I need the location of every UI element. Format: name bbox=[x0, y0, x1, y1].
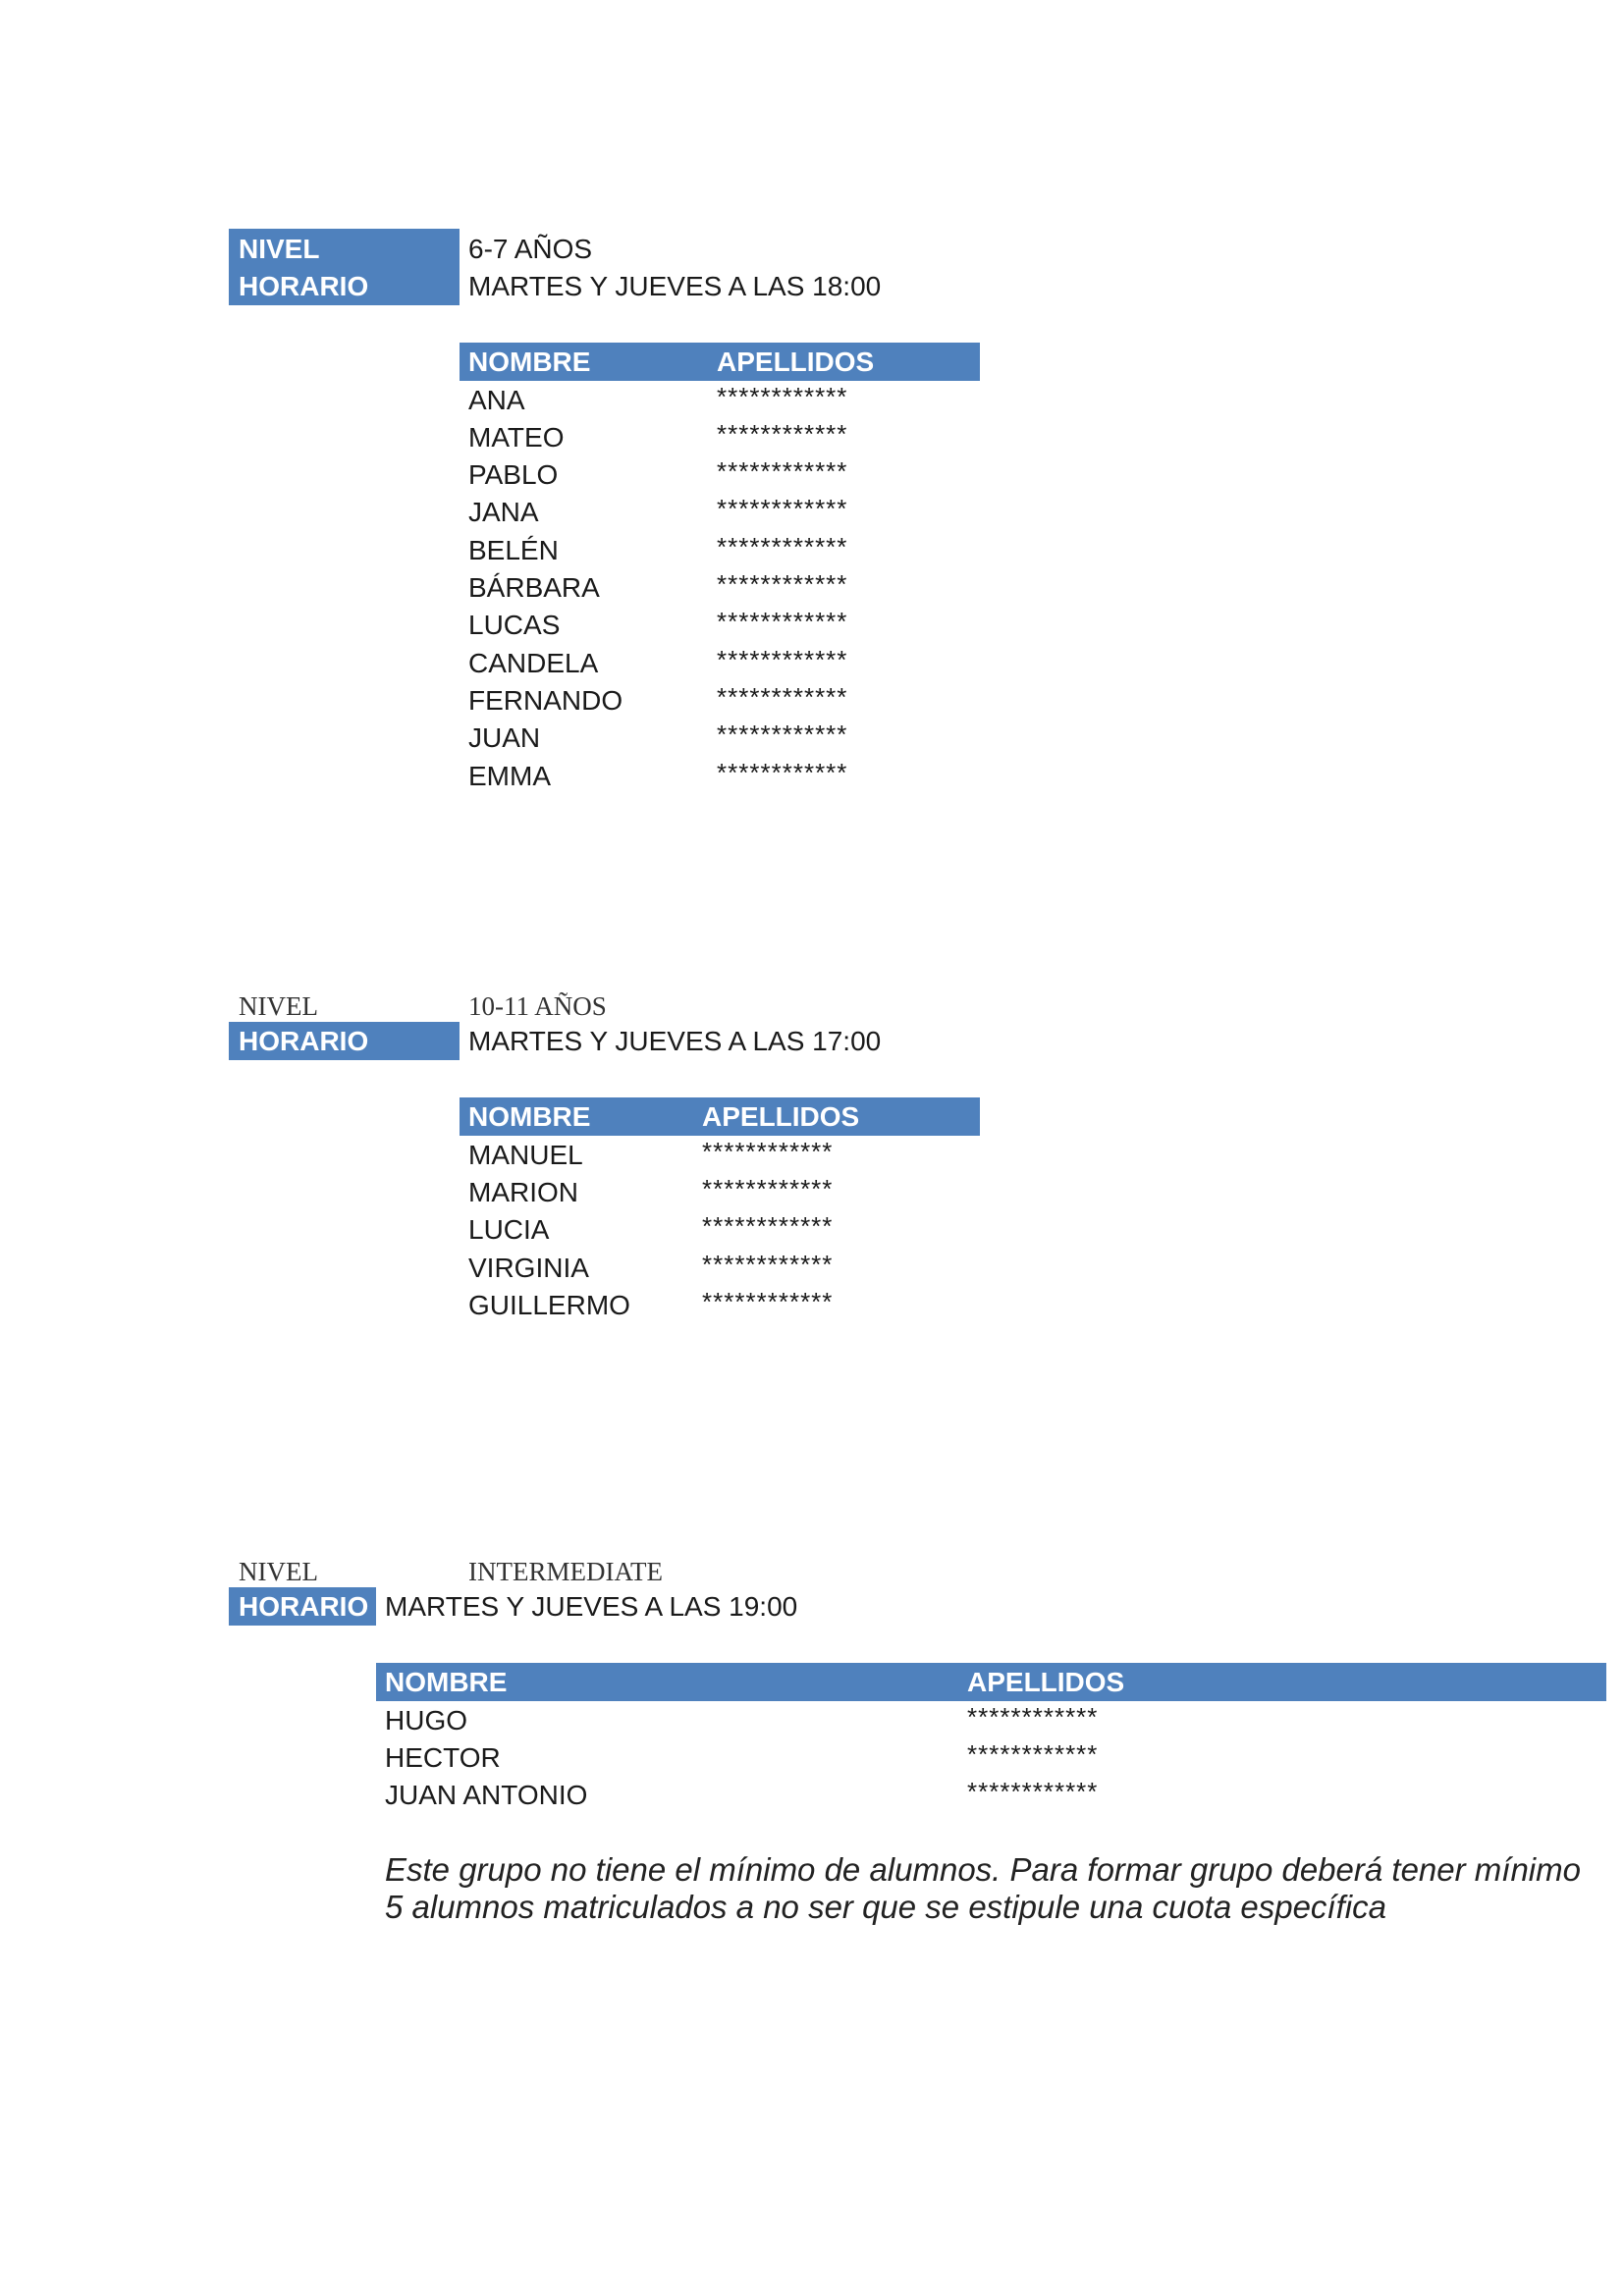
table-row-surname: ************ bbox=[717, 419, 848, 449]
table-row-surname: ************ bbox=[967, 1702, 1099, 1732]
table-row-surname: ************ bbox=[702, 1211, 834, 1241]
group-1-horario-value: MARTES Y JUEVES A LAS 18:00 bbox=[468, 271, 882, 301]
table-row-name: JANA bbox=[468, 497, 539, 527]
table-row-name: BELÉN bbox=[468, 535, 559, 565]
table-row-surname: ************ bbox=[967, 1739, 1099, 1769]
group-3-horario-value: MARTES Y JUEVES A LAS 19:00 bbox=[385, 1591, 798, 1622]
group-3-nivel-label: NIVEL bbox=[239, 1557, 318, 1586]
table-row-name: ANA bbox=[468, 385, 525, 415]
table-row-name: LUCAS bbox=[468, 610, 561, 640]
table-row-name: MATEO bbox=[468, 422, 565, 453]
table-row-name: JUAN ANTONIO bbox=[385, 1780, 588, 1810]
table-row-name: VIRGINIA bbox=[468, 1253, 589, 1283]
table-row-surname: ************ bbox=[967, 1777, 1099, 1806]
table-row-surname: ************ bbox=[702, 1137, 834, 1166]
table-row-name: CANDELA bbox=[468, 648, 599, 678]
table-row-surname: ************ bbox=[717, 382, 848, 411]
table-row-surname: ************ bbox=[717, 456, 848, 486]
group-2-nivel-label: NIVEL bbox=[239, 991, 318, 1021]
group-3-note-line-1: Este grupo no tiene el mínimo de alumnos. Para formar grupo deberá tener mínimo bbox=[385, 1851, 1581, 1888]
table-row-name: LUCIA bbox=[468, 1214, 550, 1245]
group-3-note-line-2: 5 alumnos matriculados a no ser que se estipule una cuota específica bbox=[385, 1889, 1386, 1925]
table-row-name: EMMA bbox=[468, 761, 551, 791]
table-row-name: GUILLERMO bbox=[468, 1290, 630, 1320]
group-2-horario-label: HORARIO bbox=[239, 1026, 369, 1056]
table-row-surname: ************ bbox=[717, 532, 848, 561]
group-3-horario-label: HORARIO bbox=[239, 1591, 369, 1622]
table-row-name: PABLO bbox=[468, 459, 559, 490]
group-3-col-nombre: NOMBRE bbox=[385, 1667, 508, 1697]
group-2-nivel-value: 10-11 AÑOS bbox=[468, 991, 607, 1021]
table-row-surname: ************ bbox=[717, 720, 848, 749]
group-3-nivel-value: INTERMEDIATE bbox=[468, 1557, 663, 1586]
table-row-name: JUAN bbox=[468, 722, 541, 753]
group-3-col-apellidos: APELLIDOS bbox=[967, 1667, 1125, 1697]
group-2-horario-value: MARTES Y JUEVES A LAS 17:00 bbox=[468, 1026, 882, 1056]
table-row-name: HECTOR bbox=[385, 1742, 501, 1773]
table-row-surname: ************ bbox=[717, 645, 848, 674]
table-row-name: HUGO bbox=[385, 1705, 467, 1735]
table-row-surname: ************ bbox=[702, 1287, 834, 1316]
table-row-name: FERNANDO bbox=[468, 685, 623, 716]
group-1-col-apellidos: APELLIDOS bbox=[717, 347, 875, 377]
table-row-surname: ************ bbox=[702, 1250, 834, 1279]
table-row-surname: ************ bbox=[717, 494, 848, 523]
table-row-surname: ************ bbox=[717, 758, 848, 787]
table-row-name: BÁRBARA bbox=[468, 572, 600, 603]
group-1-nivel-label: NIVEL bbox=[239, 234, 320, 264]
table-row-surname: ************ bbox=[717, 682, 848, 712]
table-row-surname: ************ bbox=[717, 607, 848, 636]
group-1-nivel-value: 6-7 AÑOS bbox=[468, 234, 593, 264]
group-1-horario-label: HORARIO bbox=[239, 271, 369, 301]
group-2-col-nombre: NOMBRE bbox=[468, 1101, 591, 1132]
table-row-surname: ************ bbox=[702, 1174, 834, 1203]
table-row-surname: ************ bbox=[717, 569, 848, 599]
group-1-col-nombre: NOMBRE bbox=[468, 347, 591, 377]
table-row-name: MARION bbox=[468, 1177, 578, 1207]
group-2-col-apellidos: APELLIDOS bbox=[702, 1101, 860, 1132]
table-row-name: MANUEL bbox=[468, 1140, 583, 1170]
